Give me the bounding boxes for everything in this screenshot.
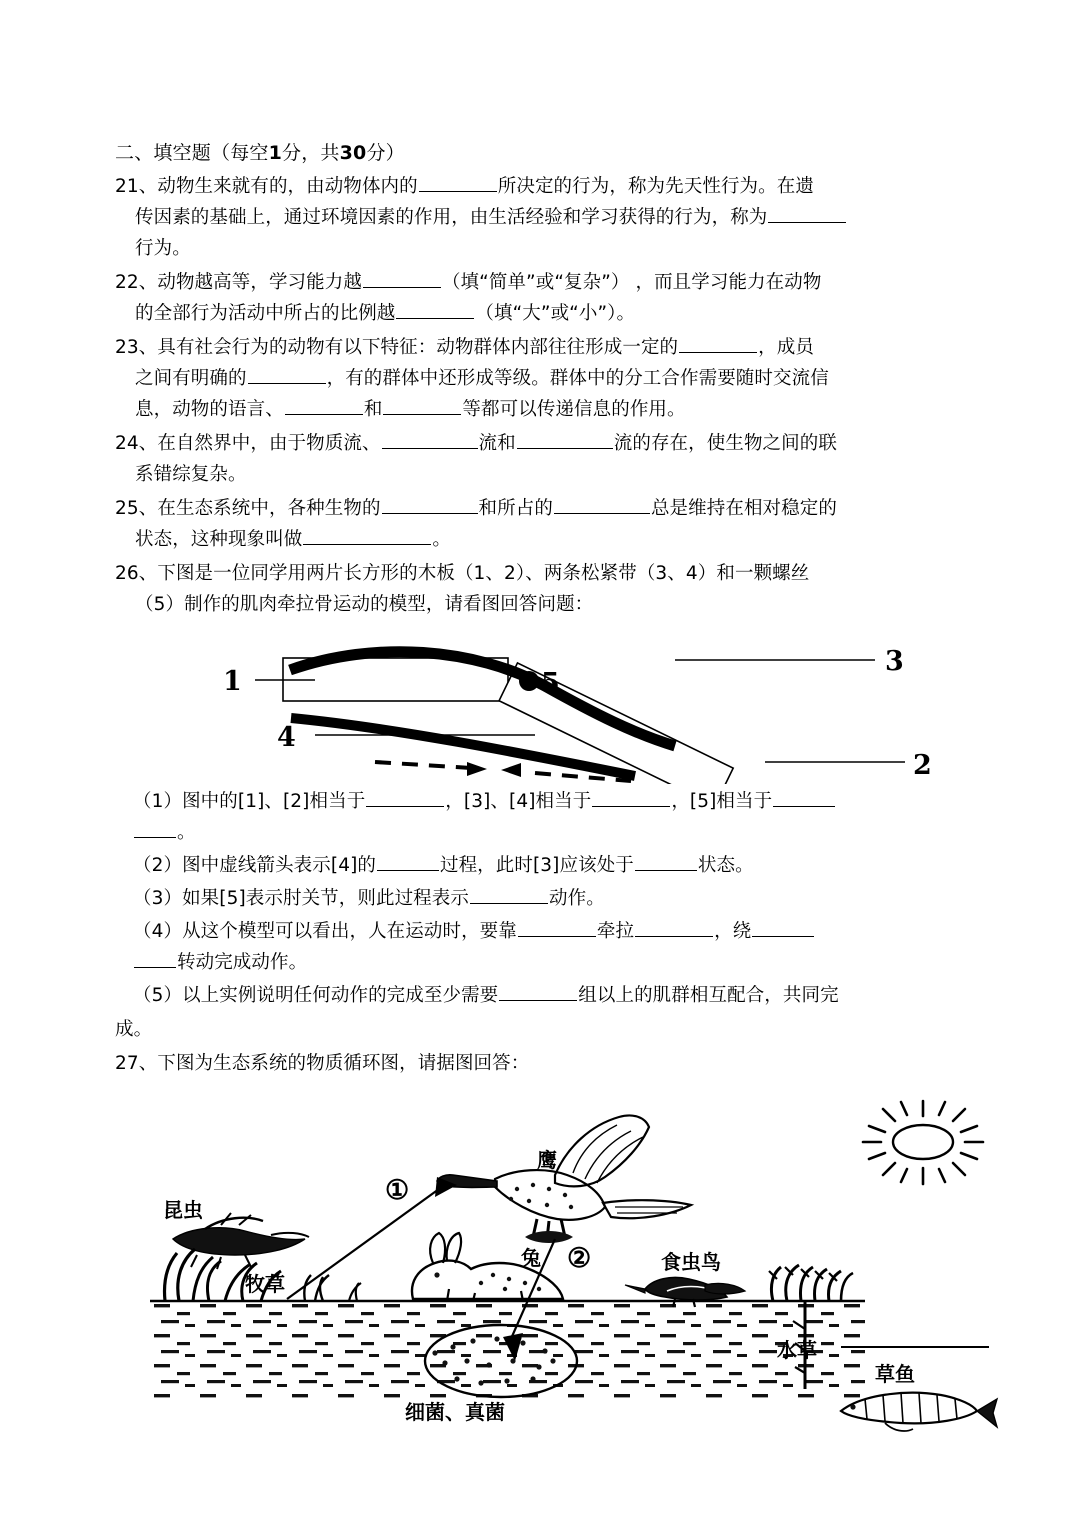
label-insectivorous-bird: 食虫鸟 (661, 1250, 721, 1274)
label-pasture-grass: 牧草 (245, 1272, 285, 1296)
grass-carp-illustration (841, 1393, 997, 1431)
q21-number: 21、 (115, 176, 158, 197)
q25-line-1 (115, 493, 995, 524)
q26-sub-4-blank-2[interactable] (635, 918, 713, 937)
figure-ecosystem-cycle (105, 1089, 1005, 1434)
q26-sub-4-c: ，绕 (714, 921, 752, 942)
q26-line-2 (115, 589, 995, 620)
figure-label-2: 2 (913, 750, 932, 781)
q23-text-e: 息，动物的语言、 (135, 399, 284, 420)
q26-sub-4-tag: （4） (133, 921, 183, 942)
q25-number: 25、 (115, 498, 158, 519)
q26-number: 26、 (115, 563, 158, 584)
q25-text-c: 总是维持在相对稳定的 (650, 498, 837, 519)
label-bacteria-fungi: 细菌、真菌 (405, 1400, 505, 1424)
q26-sub-4-b: 牵拉 (596, 921, 635, 942)
q26-sub-4-blank-1[interactable] (518, 918, 596, 937)
eagle-illustration (437, 1115, 691, 1243)
q26-text-a: 下图是一位同学用两片长方形的木板（1、2）、两条松紧带（3、4）和一颗螺丝 (157, 563, 810, 584)
question-22 (115, 267, 995, 329)
q26-sub-2-c: 状态。 (697, 855, 754, 876)
q26-sub-2-blank-2[interactable] (635, 852, 697, 871)
q25-text-d: 状态，这种现象叫做 (135, 529, 303, 550)
question-23 (115, 332, 995, 425)
q24-text-a: 在自然界中，由于物质流、 (157, 433, 381, 454)
section-heading-pre: 二、填空题（每空 (115, 142, 269, 164)
q26-sub-3 (115, 883, 995, 914)
q23-text-g: 等都可以传递信息的作用。 (462, 399, 686, 420)
q26-sub-4-blank-3-cont[interactable] (134, 949, 176, 968)
q25-text-a: 在生态系统中，各种生物的 (157, 498, 381, 519)
q25-line-2 (115, 524, 995, 555)
q22-text-d: （填“大”或“小”）。 (475, 303, 636, 324)
q26-sub-1 (115, 786, 995, 848)
q23-number: 23、 (115, 337, 158, 358)
q24-number: 24、 (115, 433, 158, 454)
q26-sub-5 (115, 980, 995, 1011)
q23-blank-4[interactable] (383, 396, 461, 415)
question-25 (115, 493, 995, 555)
q26-sub-1-b: ，[3]、[4]相当于 (445, 791, 592, 812)
q24-text-d: 系错综复杂。 (135, 464, 247, 485)
arrow-one-line (287, 1189, 439, 1299)
q26-sub-1-a: 图中的[1]、[2]相当于 (182, 791, 366, 812)
q23-line-2 (115, 363, 995, 394)
q22-number: 22、 (115, 272, 158, 293)
q26-sub-2-b: 过程，此时[3]应该处于 (439, 855, 634, 876)
q26-line-1 (115, 558, 995, 589)
q26-sub-5-continued (115, 1014, 995, 1045)
q26-sub-1-blank-3-cont[interactable] (134, 819, 176, 838)
q23-blank-1[interactable] (679, 334, 757, 353)
q26-sub-2 (115, 850, 995, 881)
q21-line-3 (115, 233, 995, 264)
q21-line-2 (115, 202, 995, 233)
section-score-per-blank: 1 (268, 142, 283, 164)
q23-text-c: 之间有明确的 (135, 368, 247, 389)
q24-text-b: 流和 (478, 433, 516, 454)
label-insect: 昆虫 (163, 1198, 203, 1222)
q23-text-b: ，成员 (758, 337, 814, 358)
figure-label-1: 1 (223, 666, 242, 697)
q26-sub-5-b: 组以上的肌群相互配合，共同完 (578, 985, 839, 1006)
q21-text-b: 所决定的行为，称为先天性行为。在遗 (497, 176, 814, 197)
question-21 (115, 171, 995, 264)
q25-text-e: 。 (432, 529, 452, 550)
label-grass-carp: 草鱼 (875, 1362, 915, 1386)
q21-text-d: 行为。 (135, 238, 191, 259)
q23-text-a: 具有社会行为的动物有以下特征：动物群体内部往往形成一定的 (157, 337, 679, 358)
section-heading-mid: 分，共 (282, 142, 340, 164)
page-content (115, 138, 995, 1434)
q25-blank-2[interactable] (554, 495, 650, 514)
q22-text-b: （填“简单”或“复杂”） ，而且学习能力在动物 (441, 272, 822, 293)
figure-label-3: 3 (885, 646, 904, 677)
q27-number: 27、 (115, 1053, 158, 1074)
dashed-arrow-head-right (467, 762, 487, 776)
q21-line-1 (115, 171, 995, 202)
question-26 (115, 558, 995, 620)
q21-text-c: 传因素的基础上，通过环境因素的作用，由生活经验和学习获得的行为，称为 (135, 207, 768, 228)
q26-sub-3-a: 如果[5]表示肘关节，则此过程表示 (182, 888, 469, 909)
q24-blank-2[interactable] (517, 430, 613, 449)
q22-text-c: 的全部行为活动中所占的比例越 (135, 303, 396, 324)
q22-blank-1[interactable] (363, 269, 441, 288)
q27-text-a: 下图为生态系统的物质循环图，请据图回答： (157, 1053, 530, 1074)
q23-text-d: ，有的群体中还形成等级。群体中的分工合作需要随时交流信 (326, 368, 829, 389)
q26-sub-1-blank-2[interactable] (592, 788, 670, 807)
q26-sub-2-blank-1[interactable] (377, 852, 439, 871)
q26-sub-5-c: 成。 (115, 1019, 153, 1040)
q25-blank-1[interactable] (382, 495, 478, 514)
q26-sub-5-a: 以上实例说明任何动作的完成至少需要 (182, 985, 499, 1006)
q26-sub-5-c-line (115, 1014, 995, 1045)
insectivorous-bird-illustration (625, 1277, 745, 1307)
label-arrow-one: ① (385, 1175, 410, 1206)
figure-label-4: 4 (277, 722, 296, 753)
q22-text-a: 动物越高等，学习能力越 (157, 272, 362, 293)
q24-line-2 (115, 459, 995, 490)
q22-line-1 (115, 267, 995, 298)
question-27 (115, 1048, 995, 1079)
q26-sub-3-b: 动作。 (549, 888, 605, 909)
label-arrow-two: ② (567, 1243, 592, 1274)
q26-sub-1-blank-1[interactable] (366, 788, 444, 807)
q26-sub-1-blank-3[interactable] (773, 788, 835, 807)
q26-sub-1-tag: （1） (133, 791, 183, 812)
q26-sub-5-blank-1[interactable] (499, 982, 577, 1001)
figure-muscle-bone-model (115, 634, 995, 784)
q23-blank-3[interactable] (285, 396, 363, 415)
q26-sub-2-tag: （2） (133, 855, 183, 876)
q24-text-c: 流的存在，使生物之间的联 (613, 433, 837, 454)
sun-icon (863, 1101, 983, 1184)
q26-sub-3-tag: （3） (133, 888, 183, 909)
q21-blank-1[interactable] (419, 173, 497, 192)
q26-sub-4-blank-3[interactable] (752, 918, 814, 937)
q22-line-2 (115, 298, 995, 329)
q21-text-a: 动物生来就有的，由动物体内的 (157, 176, 418, 197)
q26-sub-4-d: 转动完成动作。 (177, 952, 308, 973)
section-total-score: 30 (339, 142, 367, 164)
q26-sub-1-d: 。 (177, 822, 196, 843)
q26-sub-5-tag: （5） (133, 985, 183, 1006)
q26-text-b: （5）制作的肌肉牵拉骨运动的模型，请看图回答问题： (135, 594, 594, 615)
dashed-arrow-head-left (501, 763, 521, 777)
q23-line-3 (115, 394, 995, 425)
q23-text-f: 和 (363, 399, 383, 420)
q25-blank-3[interactable] (303, 526, 431, 545)
q26-sub-2-a: 图中虚线箭头表示[4]的 (182, 855, 376, 876)
q24-blank-1[interactable] (382, 430, 478, 449)
q26-sub-4-line-2 (133, 947, 995, 978)
q26-sub-1-line-2 (133, 817, 995, 848)
q24-line-1 (115, 428, 995, 459)
figure-label-5: 5 (541, 668, 560, 699)
q26-sub-1-c: ，[5]相当于 (671, 791, 773, 812)
q25-text-b: 和所占的 (478, 498, 553, 519)
q26-sub-4-a: 从这个模型可以看出，人在运动时，要靠 (182, 921, 517, 942)
section-heading (115, 138, 995, 168)
q23-line-1 (115, 332, 995, 363)
q26-sub-3-blank-1[interactable] (470, 885, 548, 904)
q27-line-1 (115, 1048, 995, 1079)
label-aquatic-plant: 水草 (777, 1338, 817, 1362)
label-eagle: 鹰 (537, 1148, 557, 1172)
q26-sub-4 (115, 916, 995, 978)
section-heading-post: 分） (366, 142, 405, 164)
q23-blank-2[interactable] (248, 365, 326, 384)
soil-texture (150, 1303, 865, 1401)
q22-blank-2[interactable] (396, 300, 474, 319)
question-24 (115, 428, 995, 490)
label-rabbit: 兔 (521, 1246, 541, 1270)
q21-blank-2[interactable] (768, 204, 846, 223)
